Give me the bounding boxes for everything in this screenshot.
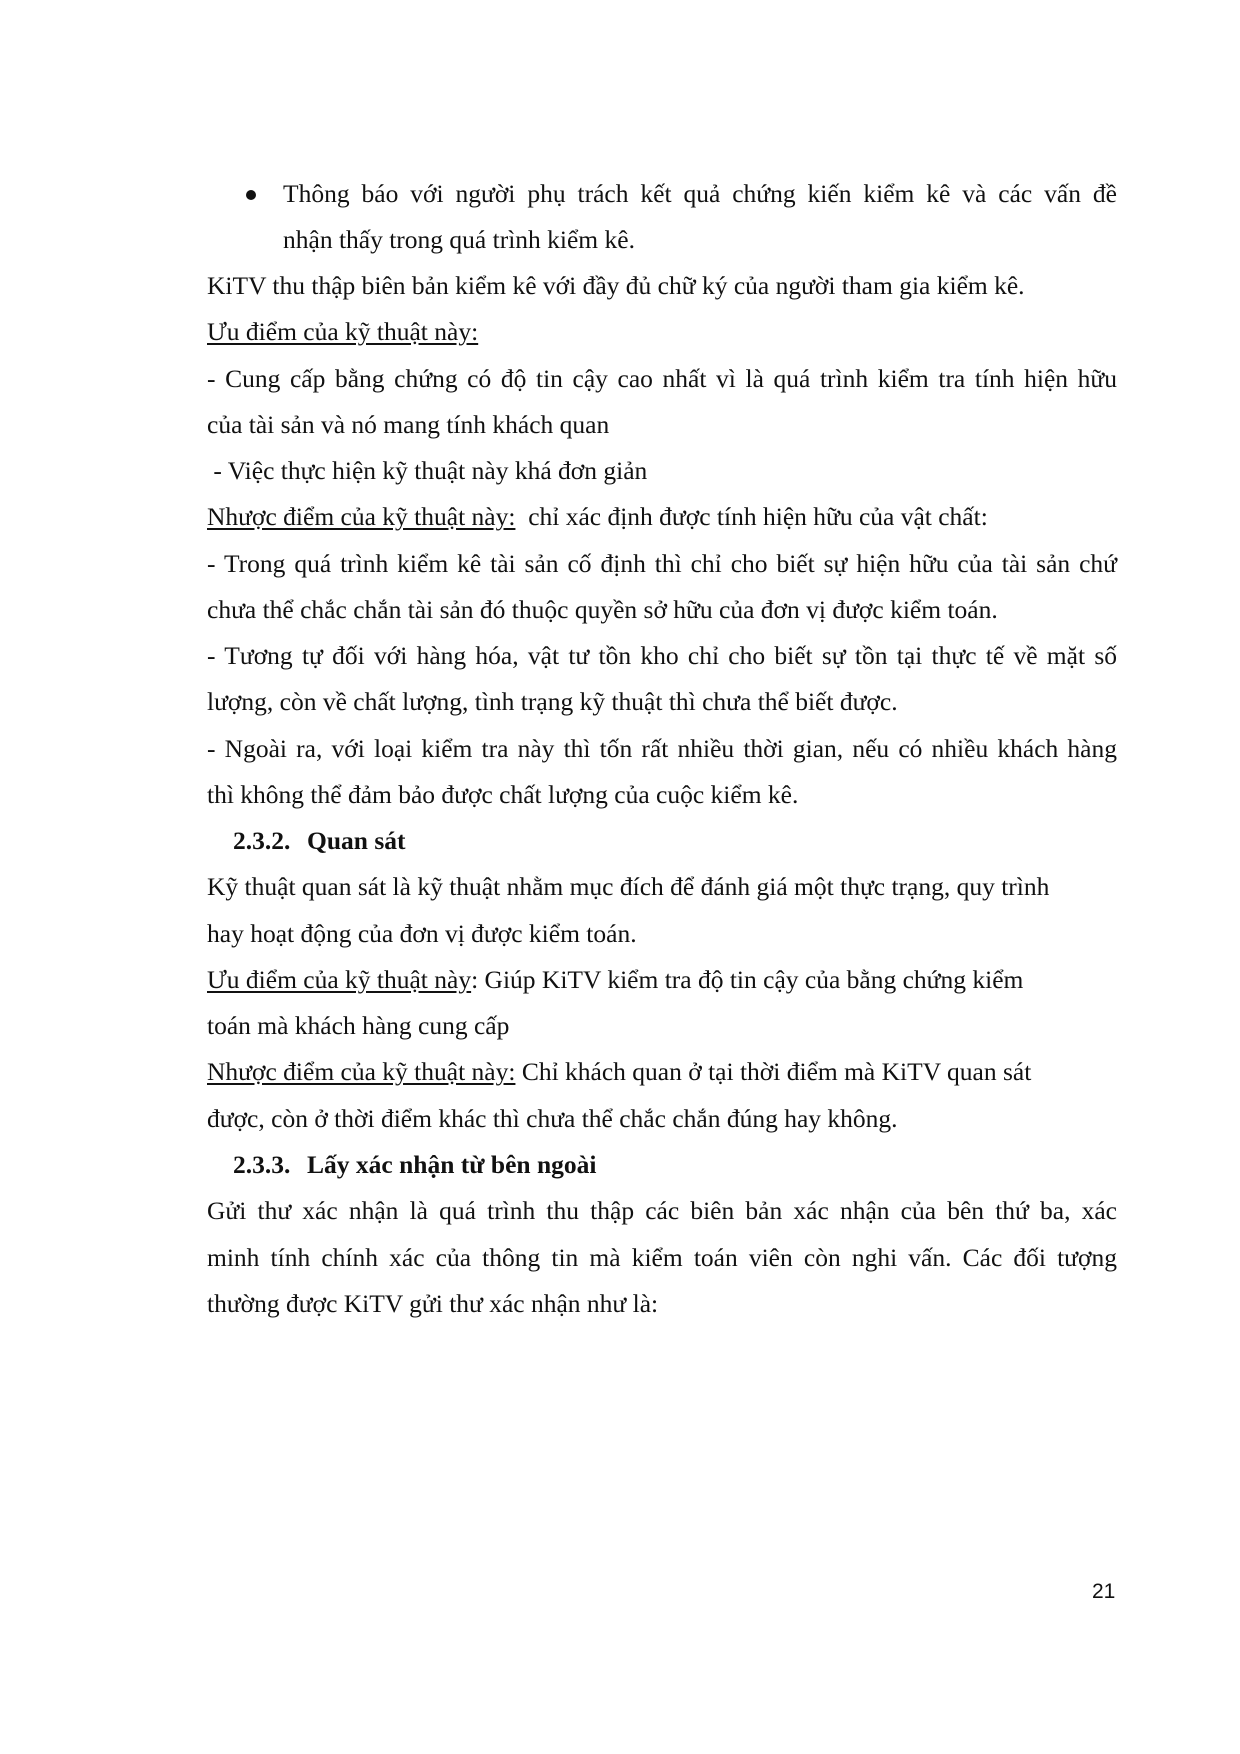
bullet-line-1: Thông báo với người phụ trách kết quả chứng kiến kiểm kê và các vấn đề xyxy=(283,179,1117,208)
section-number: 2.3.2. xyxy=(233,826,291,855)
advantages-label: Ưu điểm của kỹ thuật này: xyxy=(207,317,479,346)
disadvantages-label: Nhược điểm của kỹ thuật này: xyxy=(207,502,516,531)
advantages-label: Ưu điểm của kỹ thuật này xyxy=(207,965,472,994)
paragraph-line: - Trong quá trình kiểm kê tài sản cố định thì chỉ cho biết sự hiện hữu của tài sản chứ xyxy=(207,549,1117,578)
paragraph-line: thường được KiTV gửi thư xác nhận như là: xyxy=(207,1289,659,1318)
advantages-heading-1 xyxy=(207,316,1117,348)
disadvantages-text: chỉ xác định được tính hiện hữu của vật chất: xyxy=(515,502,988,531)
paragraph-line: hay hoạt động của đơn vị được kiểm toán. xyxy=(207,919,637,948)
bullet-icon xyxy=(246,190,256,200)
paragraph-line: minh tính chính xác của thông tin mà kiểm toán viên còn nghi vấn. Các đối tượng xyxy=(207,1243,1117,1272)
disadvantages-heading-1 xyxy=(207,501,1117,533)
advantages-heading-2 xyxy=(207,964,1117,996)
disadvantages-heading-2 xyxy=(207,1056,1117,1088)
paragraph-line: Kỹ thuật quan sát là kỹ thuật nhằm mục đích để đánh giá một thực trạng, quy trình xyxy=(207,872,1050,901)
section-heading-2-3-3 xyxy=(233,1149,1143,1181)
section-title: Lấy xác nhận từ bên ngoài xyxy=(307,1150,597,1179)
page-number: 21 xyxy=(1092,1580,1116,1603)
paragraph-line: toán mà khách hàng cung cấp xyxy=(207,1011,510,1040)
paragraph-line: KiTV thu thập biên bản kiểm kê với đầy đủ chữ ký của người tham gia kiểm kê. xyxy=(207,271,1025,300)
paragraph-line: - Cung cấp bằng chứng có độ tin cậy cao nhất vì là quá trình kiểm tra tính hiện hữu xyxy=(207,364,1117,393)
section-title: Quan sát xyxy=(307,826,406,855)
paragraph-line: - Ngoài ra, với loại kiểm tra này thì tốn rất nhiều thời gian, nếu có nhiều khách hàng xyxy=(207,734,1117,763)
section-number: 2.3.3. xyxy=(233,1150,291,1179)
disadvantages-label: Nhược điểm của kỹ thuật này: xyxy=(207,1057,516,1086)
paragraph-line: - Việc thực hiện kỹ thuật này khá đơn giản xyxy=(207,456,648,485)
advantages-text: : Giúp KiTV kiểm tra độ tin cậy của bằng chứng kiểm xyxy=(471,965,1024,994)
paragraph-line: được, còn ở thời điểm khác thì chưa thể chắc chắn đúng hay không. xyxy=(207,1104,898,1133)
bullet-line-2: nhận thấy trong quá trình kiểm kê. xyxy=(283,225,635,254)
paragraph-line: - Tương tự đối với hàng hóa, vật tư tồn kho chỉ cho biết sự tồn tại thực tế về mặt số xyxy=(207,641,1117,670)
paragraph-line: Gửi thư xác nhận là quá trình thu thập các biên bản xác nhận của bên thứ ba, xác xyxy=(207,1196,1117,1225)
paragraph-line: thì không thể đảm bảo được chất lượng của cuộc kiểm kê. xyxy=(207,780,799,809)
section-heading-2-3-2 xyxy=(233,825,1143,857)
paragraph-line: của tài sản và nó mang tính khách quan xyxy=(207,410,610,439)
paragraph-line: chưa thể chắc chắn tài sản đó thuộc quyền sở hữu của đơn vị được kiểm toán. xyxy=(207,595,998,624)
paragraph-line: lượng, còn về chất lượng, tình trạng kỹ thuật thì chưa thể biết được. xyxy=(207,687,898,716)
disadvantages-text: Chỉ khách quan ở tại thời điểm mà KiTV quan sát xyxy=(515,1057,1032,1086)
